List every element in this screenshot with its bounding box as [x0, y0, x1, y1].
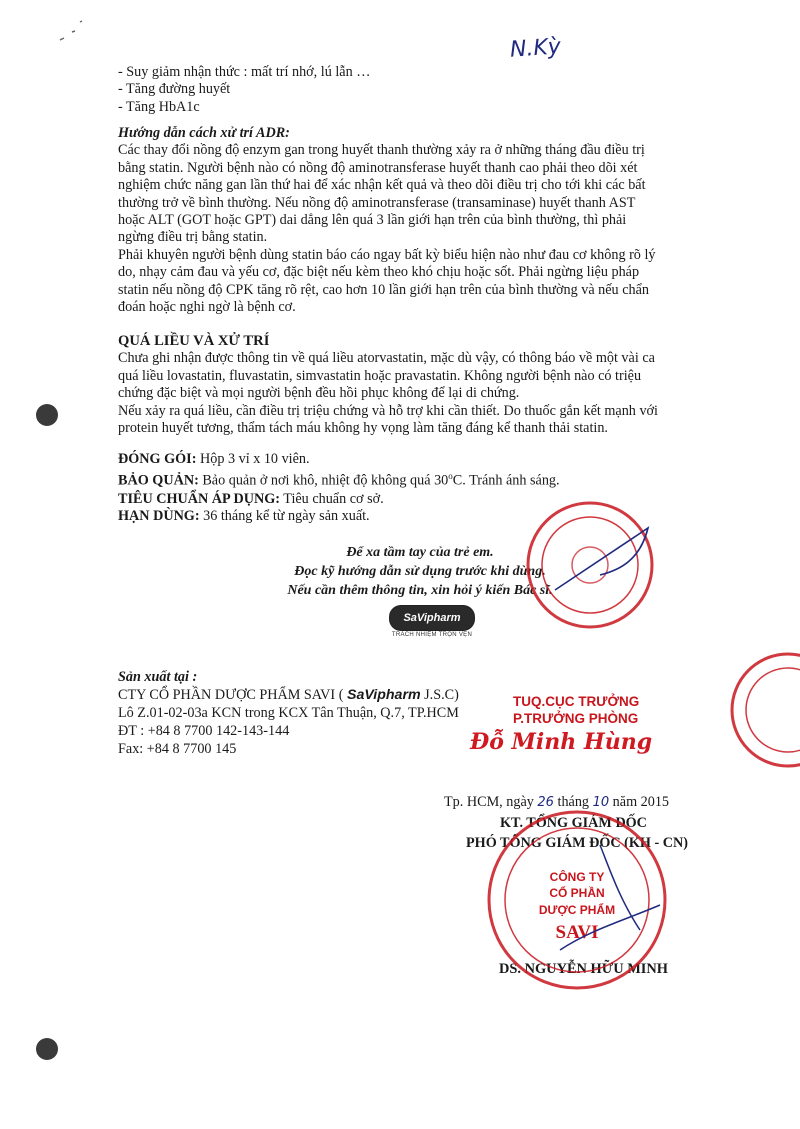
symptom-list: [118, 64, 698, 116]
company-prefix: CTY CỔ PHẦN DƯỢC PHẨM SAVI (: [118, 687, 347, 703]
company-stamp-line-4: SAVI: [555, 922, 599, 943]
date-month: 10: [592, 795, 610, 810]
company-suffix: J.S.C): [420, 687, 459, 703]
company-phone: ĐT : +84 8 7700 142-143-144: [118, 723, 290, 739]
standard-row: [118, 491, 698, 508]
warning-line: Đọc kỹ hướng dẫn sử dụng trước khi dùng.: [294, 564, 546, 579]
overdose-heading: QUÁ LIỀU VÀ XỬ TRÍ: [118, 333, 270, 349]
list-item: - Suy giảm nhận thức : mất trí nhớ, lú lẫn …: [118, 64, 371, 80]
standard-label: TIÊU CHUẨN ÁP DỤNG:: [118, 490, 280, 507]
paragraph-line: đoán hoặc nghi ngờ là bệnh cơ.: [118, 299, 296, 316]
paragraph-line: statin nếu nồng độ CPK tăng rõ rệt, cao hơn 10 lần giới hạn trên của bình thường và nếu chẩn: [118, 281, 649, 298]
paragraph-line: quá liều lovastatin, fluvastatin, simvastatin hoặc pravastatin. Không người bệnh nào có triệu: [118, 367, 642, 384]
date-month-label: tháng: [553, 794, 593, 810]
expiry-value: 36 tháng kể từ ngày sản xuất.: [199, 507, 370, 524]
date-line: [444, 792, 764, 813]
company-brand: SaVipharm: [346, 687, 421, 703]
savipharm-logo: SaVipharm: [389, 605, 475, 631]
paragraph-line: Chưa ghi nhận được thông tin về quá liều atorvastatin, mặc dù vậy, có thông báo về một vài ca: [118, 350, 655, 367]
punch-hole: [36, 404, 58, 426]
handwritten-corner-mark: N.Kỳ: [509, 34, 562, 63]
date-day: 26: [537, 795, 554, 810]
paragraph-line: do, nhạy cảm đau và yếu cơ, đặc biệt nếu kèm theo khó chịu hoặc sốt. Phải ngừng liệu pháp: [118, 264, 640, 281]
paragraph-line: ngừng điều trị bằng statin.: [118, 229, 268, 246]
paragraph-line: nghiệm chức năng gan lần thứ hai để xác nhận kết quả và theo dõi điều trị cho tới khi các bất: [118, 177, 646, 194]
company-address: Lô Z.01-02-03a KCN trong KCX Tân Thuận, Q.7, TP.HCM: [118, 705, 459, 721]
list-item: - Tăng đường huyết: [118, 81, 231, 98]
signatory-title-2: PHÓ TỔNG GIÁM ĐỐC (KH - CN): [466, 835, 688, 851]
expiry-label: HẠN DÙNG:: [118, 507, 200, 524]
scan-speck: [60, 21, 82, 40]
paragraph-line: hoặc ALT (GOT hoặc GPT) dai dẳng lên quá 3 lần giới hạn trên của bình thường, thì phải: [118, 212, 627, 229]
storage-row: [118, 468, 698, 490]
date-signatory-block: [444, 792, 764, 853]
paragraph-line: Các thay đổi nồng độ enzym gan trong huyết thanh thường xảy ra ở những tháng đầu điều trị: [118, 142, 645, 159]
adr-heading: Hướng dẫn cách xử trí ADR:: [118, 125, 290, 141]
manufacturer-block: [118, 668, 498, 758]
storage-value: Bảo quản ở nơi khô, nhiệt độ không quá 30: [198, 473, 449, 490]
paragraph-line: thường trở về bình thường. Nếu nồng độ aminotransferase (transaminase) huyết thanh AST: [118, 194, 636, 211]
partial-seal-right: [732, 654, 800, 766]
storage-label: BẢO QUẢN:: [118, 473, 199, 490]
packaging-row: [118, 451, 698, 468]
overdose-section: [118, 333, 698, 437]
approval-line-2: P.TRƯỞNG PHÒNG: [513, 711, 639, 726]
degree-symbol: o: [448, 471, 453, 482]
paragraph-line: bằng statin. Người bệnh nào có nồng độ aminotransferase huyết thanh cao phải theo dõi xét: [118, 159, 638, 176]
storage-value-suffix: C. Tránh ánh sáng.: [452, 473, 560, 490]
date-year: năm 2015: [609, 794, 670, 810]
warning-block: [240, 543, 600, 600]
company-stamp-line-1: CÔNG TY: [549, 870, 605, 884]
expiry-row: [118, 508, 698, 525]
warning-line: Để xa tầm tay của trẻ em.: [346, 545, 494, 560]
company-fax: Fax: +84 8 7700 145: [118, 741, 237, 757]
packaging-value: Hộp 3 vỉ x 10 viên.: [196, 451, 310, 467]
approval-signature-name: Đỗ Minh Hùng: [470, 729, 653, 755]
approval-line-1: TUQ.CỤC TRƯỞNG: [513, 694, 640, 709]
paragraph-line: Phải khuyên người bệnh dùng statin báo cáo ngay bất kỳ biểu hiện nào như đau cơ không rõ lý: [118, 246, 656, 263]
date-prefix: Tp. HCM, ngày: [444, 794, 538, 810]
paragraph-line: chứng đặc biệt và mọi người bệnh đều hồi phục không để lại di chứng.: [118, 385, 520, 402]
company-name: [118, 686, 498, 704]
punch-hole: [36, 1038, 58, 1060]
list-item: - Tăng HbA1c: [118, 98, 200, 115]
company-stamp-line-3: DƯỢC PHẨM: [538, 903, 616, 917]
warning-line: Nếu cần thêm thông tin, xin hỏi ý kiến Bác sĩ.: [287, 583, 553, 598]
adr-section: [118, 125, 698, 316]
manufacturer-heading: Sản xuất tại :: [118, 669, 198, 685]
logo-tagline: TRÁCH NHIỆM TRỌN VẸN: [391, 632, 473, 638]
standard-value: Tiêu chuẩn cơ sở.: [279, 490, 384, 507]
company-stamp-line-2: CỔ PHẦN: [549, 886, 605, 900]
signatory-title-1: KT. TỔNG GIÁM ĐỐC: [500, 815, 647, 831]
paragraph-line: Nếu xảy ra quá liều, cần điều trị triệu chứng và hỗ trợ khi cần thiết. Do thuốc gắn kết mạnh với: [118, 402, 658, 419]
packaging-label: ĐÓNG GÓI:: [118, 451, 197, 467]
signatory-name: DS. NGUYỄN HỮU MINH: [499, 961, 668, 977]
product-info: [118, 451, 698, 525]
paragraph-line: protein huyết tương, thẩm tách máu không hy vọng làm tăng đáng kể thanh thải statin.: [118, 420, 608, 437]
